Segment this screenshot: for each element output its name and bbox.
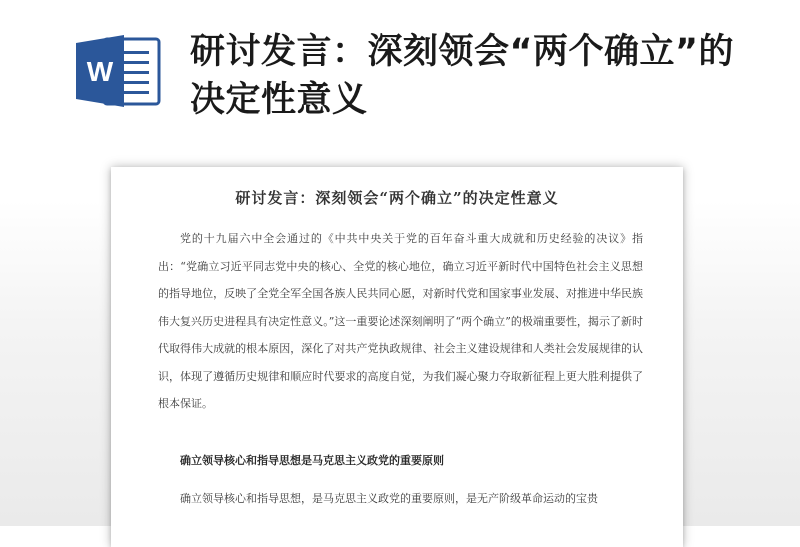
body-paragraph: 党的十九届六中全会通过的《中共中央关于党的百年奋斗重大成就和历史经验的决议》指出：“党确立习近平同志党中央的核心、全党的核心地位，确立习近平新时代中国特色社会主义思想的指导地位，反映了全党全军全国各族人民共同心愿，对新时代党和国家事业发展、对推进中华民族伟大复兴历史进程具有决定性意义。”这一重要论述深刻阐明了“两个确立”的极端重要性，揭示了新时代取得伟大成就的根本原因，深化了对共产党执政规律、社会主义建设规律和人类社会发展规律的认识，体现了遵循历史规律和顺应时代要求的高度自觉，为我们凝心聚力夺取新征程上更大胜利提供了根本保证。	[158, 232, 643, 410]
header	[0, 0, 800, 150]
word-document-icon	[74, 33, 162, 109]
document-title: 研讨发言：深刻领会“两个确立”的决定性意义	[190, 32, 735, 120]
document-page-preview	[111, 167, 683, 547]
svg-text:W: W	[86, 56, 114, 87]
body-paragraph: 确立领导核心和指导思想，是马克思主义政党的重要原则，是无产阶级革命运动的宝贵	[180, 492, 598, 505]
section-subheading: 确立领导核心和指导思想是马克思主义政党的重要原则	[180, 454, 444, 467]
page-heading: 研讨发言：深刻领会“两个确立”的决定性意义	[235, 189, 559, 207]
